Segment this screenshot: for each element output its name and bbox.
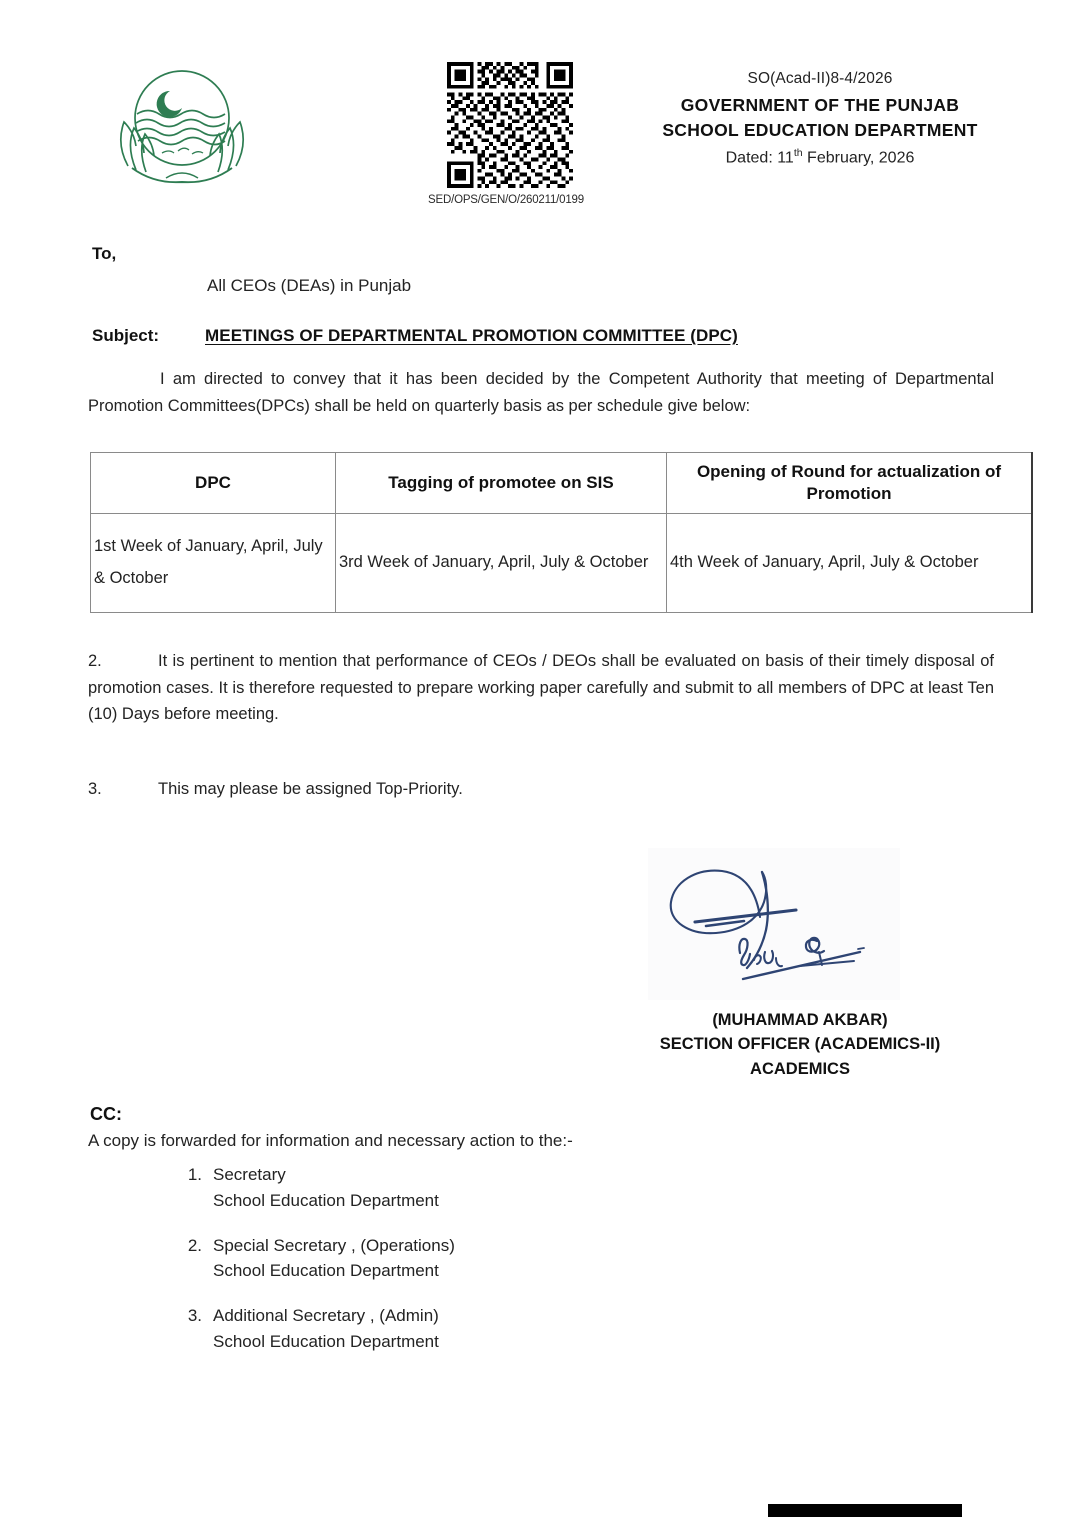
cc-item-title: Additional Secretary , (Admin)	[213, 1306, 439, 1326]
dpc-schedule-table	[90, 452, 1033, 613]
paragraph-2	[88, 648, 994, 728]
list-item	[168, 1303, 788, 1355]
signatory-wing: ACADEMICS	[750, 1059, 850, 1078]
department-title: SCHOOL EDUCATION DEPARTMENT	[662, 119, 978, 140]
handwritten-signature	[648, 848, 900, 1000]
cc-item-department: School Education Department	[213, 1190, 439, 1210]
cc-item-title: Special Secretary , (Operations)	[213, 1235, 455, 1255]
subject-text: MEETINGS OF DEPARTMENTAL PROMOTION COMMITTEE (DPC)	[205, 326, 738, 345]
qr-reference-caption: SED/OPS/GEN/O/260211/0199	[428, 194, 584, 206]
table-header-tagging: Tagging of promotee on SIS	[336, 453, 667, 514]
signatory-designation: SECTION OFFICER (ACADEMICS-II)	[659, 1035, 941, 1054]
date-suffix: February, 2026	[802, 149, 915, 167]
table-row	[91, 514, 1033, 613]
paragraph-3	[88, 776, 994, 803]
signatory-block	[560, 1008, 1040, 1081]
list-item	[168, 1162, 788, 1214]
qr-code-block	[430, 62, 590, 206]
cc-intro: A copy is forwarded for information and necessary action to the:-	[88, 1131, 573, 1150]
cc-item-title: Secretary	[213, 1165, 286, 1184]
cc-item-body	[213, 1303, 788, 1355]
cc-item-body	[213, 1162, 788, 1214]
cell-dpc-schedule: 1st Week of January, April, July & October	[91, 514, 336, 613]
signatory-name: (MUHAMMAD AKBAR)	[712, 1011, 888, 1029]
cc-item-number: 1.	[187, 1165, 202, 1184]
cc-item-number: 3.	[187, 1306, 202, 1326]
cc-item-number: 2.	[187, 1235, 202, 1255]
letter-date	[620, 147, 1020, 167]
table-header-opening: Opening of Round for actualization of Promotion	[667, 453, 1033, 514]
qr-code	[447, 62, 573, 188]
paragraph-3-number: 3.	[88, 780, 102, 798]
cell-tagging-schedule: 3rd Week of January, April, July & October	[336, 514, 667, 613]
date-ordinal-suffix: th	[793, 146, 803, 159]
punjab-government-emblem-icon	[92, 58, 272, 188]
letterhead	[0, 0, 1080, 220]
paragraph-1-text: I am directed to convey that it has been decided by the Competent Authority that meeting of Departmental Promotion Committees(DPCs) shall be held on quarterly basis as per schedule give below:	[88, 370, 994, 415]
cell-opening-schedule: 4th Week of January, April, July & October	[667, 514, 1033, 613]
cc-item-department: School Education Department	[213, 1261, 439, 1281]
table-header-dpc: DPC	[91, 453, 336, 514]
paragraph-2-text: It is pertinent to mention that performance of CEOs / DEOs shall be evaluated on basis of their timely disposal of promotion cases. It is therefore requested to prepare working paper carefully and submit to all members of DPC at least Ten (10) Days before meeting.	[88, 652, 994, 724]
scan-artifact-bar	[768, 1504, 962, 1517]
paragraph-3-text: This may please be assigned Top-Priority.	[158, 780, 463, 798]
cc-item-body	[213, 1233, 788, 1285]
date-prefix: Dated: 11	[725, 149, 794, 167]
reference-number: SO(Acad-II)8-4/2026	[747, 70, 893, 87]
to-label: To,	[92, 244, 117, 263]
list-item	[168, 1233, 788, 1285]
cc-item-department: School Education Department	[213, 1332, 439, 1352]
paragraph-1	[88, 366, 994, 419]
cc-list	[168, 1162, 788, 1374]
letterhead-text	[620, 70, 1020, 167]
table-header-row	[91, 453, 1033, 514]
paragraph-2-number: 2.	[88, 652, 102, 670]
subject-row	[92, 326, 992, 346]
cc-label: CC:	[90, 1104, 122, 1124]
addressee: All CEOs (DEAs) in Punjab	[207, 276, 412, 295]
government-title: GOVERNMENT OF THE PUNJAB	[680, 95, 960, 115]
subject-label: Subject:	[92, 326, 160, 345]
